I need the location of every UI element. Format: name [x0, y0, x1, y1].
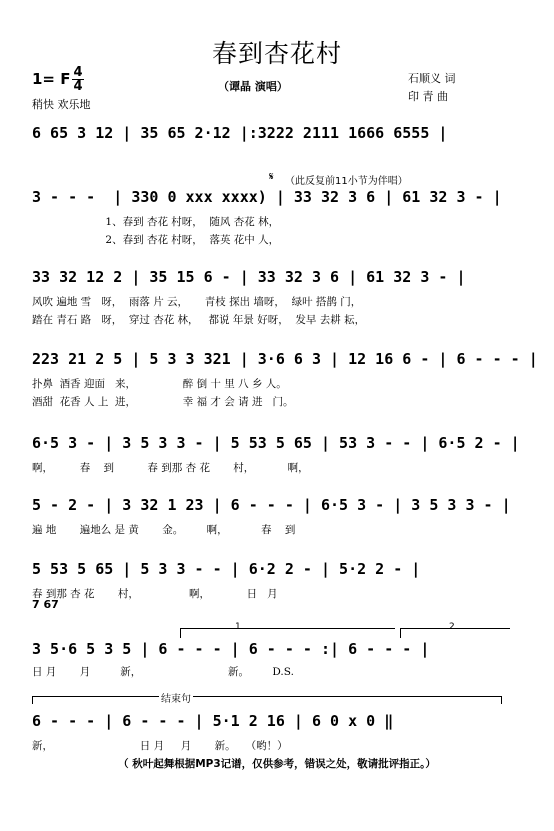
lyric-line: 2、春到 杏花 村呀， 落英 花中 人，: [32, 234, 280, 246]
pickup-notes: 7 67: [32, 598, 59, 611]
lyric-line: 踏在 青石 路 呀， 穿过 杏花 林， 都说 年景 好呀， 发早 去耕 耘，: [32, 314, 366, 326]
notation-row: 223 21 2 5 | 5 3 3 321 | 3·6 6 3 | 12 16 6 - | 6 - - - |: [32, 350, 538, 368]
singer-credit: （谭晶 演唱）: [218, 80, 288, 93]
repeat-instruction: （此反复前11小节为伴唱）: [285, 176, 408, 187]
volta-bracket-1: [180, 628, 395, 629]
lyric-line: 春 到那 杏 花 村， 啊， 日 月: [32, 588, 278, 600]
transcriber-footer: （ 秋叶起舞根据MP3记谱，仅供参考，错误之处，敬请批评指正。）: [118, 758, 436, 770]
notation-row: 5 53 5 65 | 5 3 3 - - | 6·2 2 - | 5·2 2 - |: [32, 560, 421, 578]
lyricist-credit: 石顺义 词: [408, 72, 456, 85]
key-signature: 1= F: [32, 70, 71, 88]
notation-row: 3 - - - | 330 0 xxx xxxx) | 33 32 3 6 | 61 32 3 - |: [32, 188, 502, 206]
volta-bracket-2: [400, 628, 510, 629]
notation-row: 5 - 2 - | 3 32 1 23 | 6 - - - | 6·5 3 - | 3 5 3 3 - |: [32, 496, 511, 514]
segno-icon: 𝄋: [269, 170, 274, 183]
lyric-line: 日 月 月 新， 新。 D.S.: [32, 666, 294, 678]
ending-bracket: [32, 696, 502, 697]
ending-bracket-edge-right: [501, 696, 502, 704]
lyric-line: 新， 日 月 月 新。 （哟！）: [32, 740, 288, 752]
volta-2-label: 2: [449, 622, 455, 632]
volta-bracket-2-edge: [400, 628, 401, 638]
tempo-marking: 稍快 欢乐地: [32, 98, 91, 111]
notation-row: 33 32 12 2 | 35 15 6 - | 33 32 3 6 | 61 32 3 - |: [32, 268, 466, 286]
lyric-line: 风吹 遍地 雪 呀， 雨落 片 云， 青枝 探出 墙呀， 绿叶 搭鹊 门，: [32, 296, 362, 308]
notation-row: 6 - - - | 6 - - - | 5·1 2 16 | 6 0 x 0 ‖: [32, 712, 394, 730]
notation-row: 3 5·6 5 3 5 | 6 - - - | 6 - - - :| 6 - - - |: [32, 640, 430, 658]
lyric-line: 啊， 春 到 春 到那 杏 花 村， 啊，: [32, 462, 309, 474]
lyric-line: 1、春到 杏花 村呀， 随风 杏花 林，: [32, 216, 280, 228]
time-signature-top: 4: [73, 65, 83, 80]
credits-block: [408, 70, 456, 106]
volta-bracket-1-edge: [180, 628, 181, 638]
lyric-line: 扑鼻 酒香 迎面 来， 醉 倒 十 里 八 乡 人。: [32, 378, 287, 390]
song-title: 春到杏花村: [211, 39, 342, 68]
lyric-line: 遍 地 遍地么 是 黄 金。 啊， 春 到: [32, 524, 296, 536]
time-signature-bottom: 4: [73, 79, 83, 94]
lyric-line: 酒甜 花香 人 上 进， 幸 福 才 会 请 进 门。: [32, 396, 294, 408]
ending-label: 结束句: [159, 690, 193, 705]
composer-credit: 印 青 曲: [408, 90, 448, 103]
time-signature: [72, 66, 84, 93]
notation-row: 6·5 3 - | 3 5 3 3 - | 5 53 5 65 | 53 3 - - | 6·5 2 - |: [32, 434, 520, 452]
ending-bracket-edge-left: [32, 696, 33, 704]
notation-row: 6 65 3 12 | 35 65 2·12 |:3222 2111 1666 6555 |: [32, 124, 448, 142]
volta-1-label: 1: [235, 622, 241, 632]
